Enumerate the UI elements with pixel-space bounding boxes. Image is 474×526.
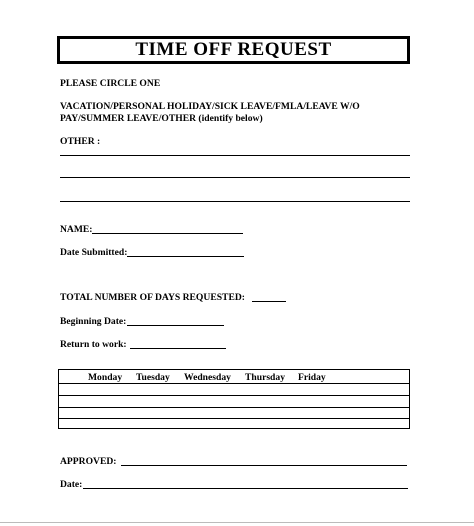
day-monday: Monday [88,372,123,383]
leave-types-line-2[interactable]: PAY/SUMMER LEAVE/OTHER (identify below) [60,113,263,124]
approved-label: APPROVED: [60,456,117,467]
total-days-label: TOTAL NUMBER OF DAYS REQUESTED: [60,292,245,303]
day-wednesday: Wednesday [184,372,231,383]
other-line-1[interactable] [60,155,410,156]
day-thursday: Thursday [245,372,285,383]
leave-types-line-1[interactable]: VACATION/PERSONAL HOLIDAY/SICK LEAVE/FMLA/LEAVE W/O [60,101,360,112]
instruction-text: PLEASE CIRCLE ONE [60,78,161,89]
return-to-work-field[interactable] [130,348,226,349]
other-line-2[interactable] [60,177,410,178]
page-edge [0,522,474,523]
schedule-row[interactable] [59,407,409,408]
schedule-row[interactable] [59,418,409,419]
total-days-field[interactable] [252,301,286,302]
return-to-work-label: Return to work: [60,339,127,350]
name-label: NAME: [60,224,93,235]
day-friday: Friday [298,372,326,383]
form-title: TIME OFF REQUEST [57,36,410,64]
beginning-date-label: Beginning Date: [60,316,127,327]
schedule-header [88,372,326,383]
other-label: OTHER : [60,136,101,147]
schedule-row-divider [59,383,409,384]
other-line-3[interactable] [60,201,410,202]
date-field[interactable] [83,488,408,489]
date-submitted-field[interactable] [127,256,244,257]
beginning-date-field[interactable] [127,325,224,326]
date-submitted-label: Date Submitted: [60,247,128,258]
approved-field[interactable] [121,465,407,466]
day-tuesday: Tuesday [136,372,170,383]
date-label: Date: [60,479,83,490]
schedule-row[interactable] [59,395,409,396]
name-field[interactable] [92,233,243,234]
